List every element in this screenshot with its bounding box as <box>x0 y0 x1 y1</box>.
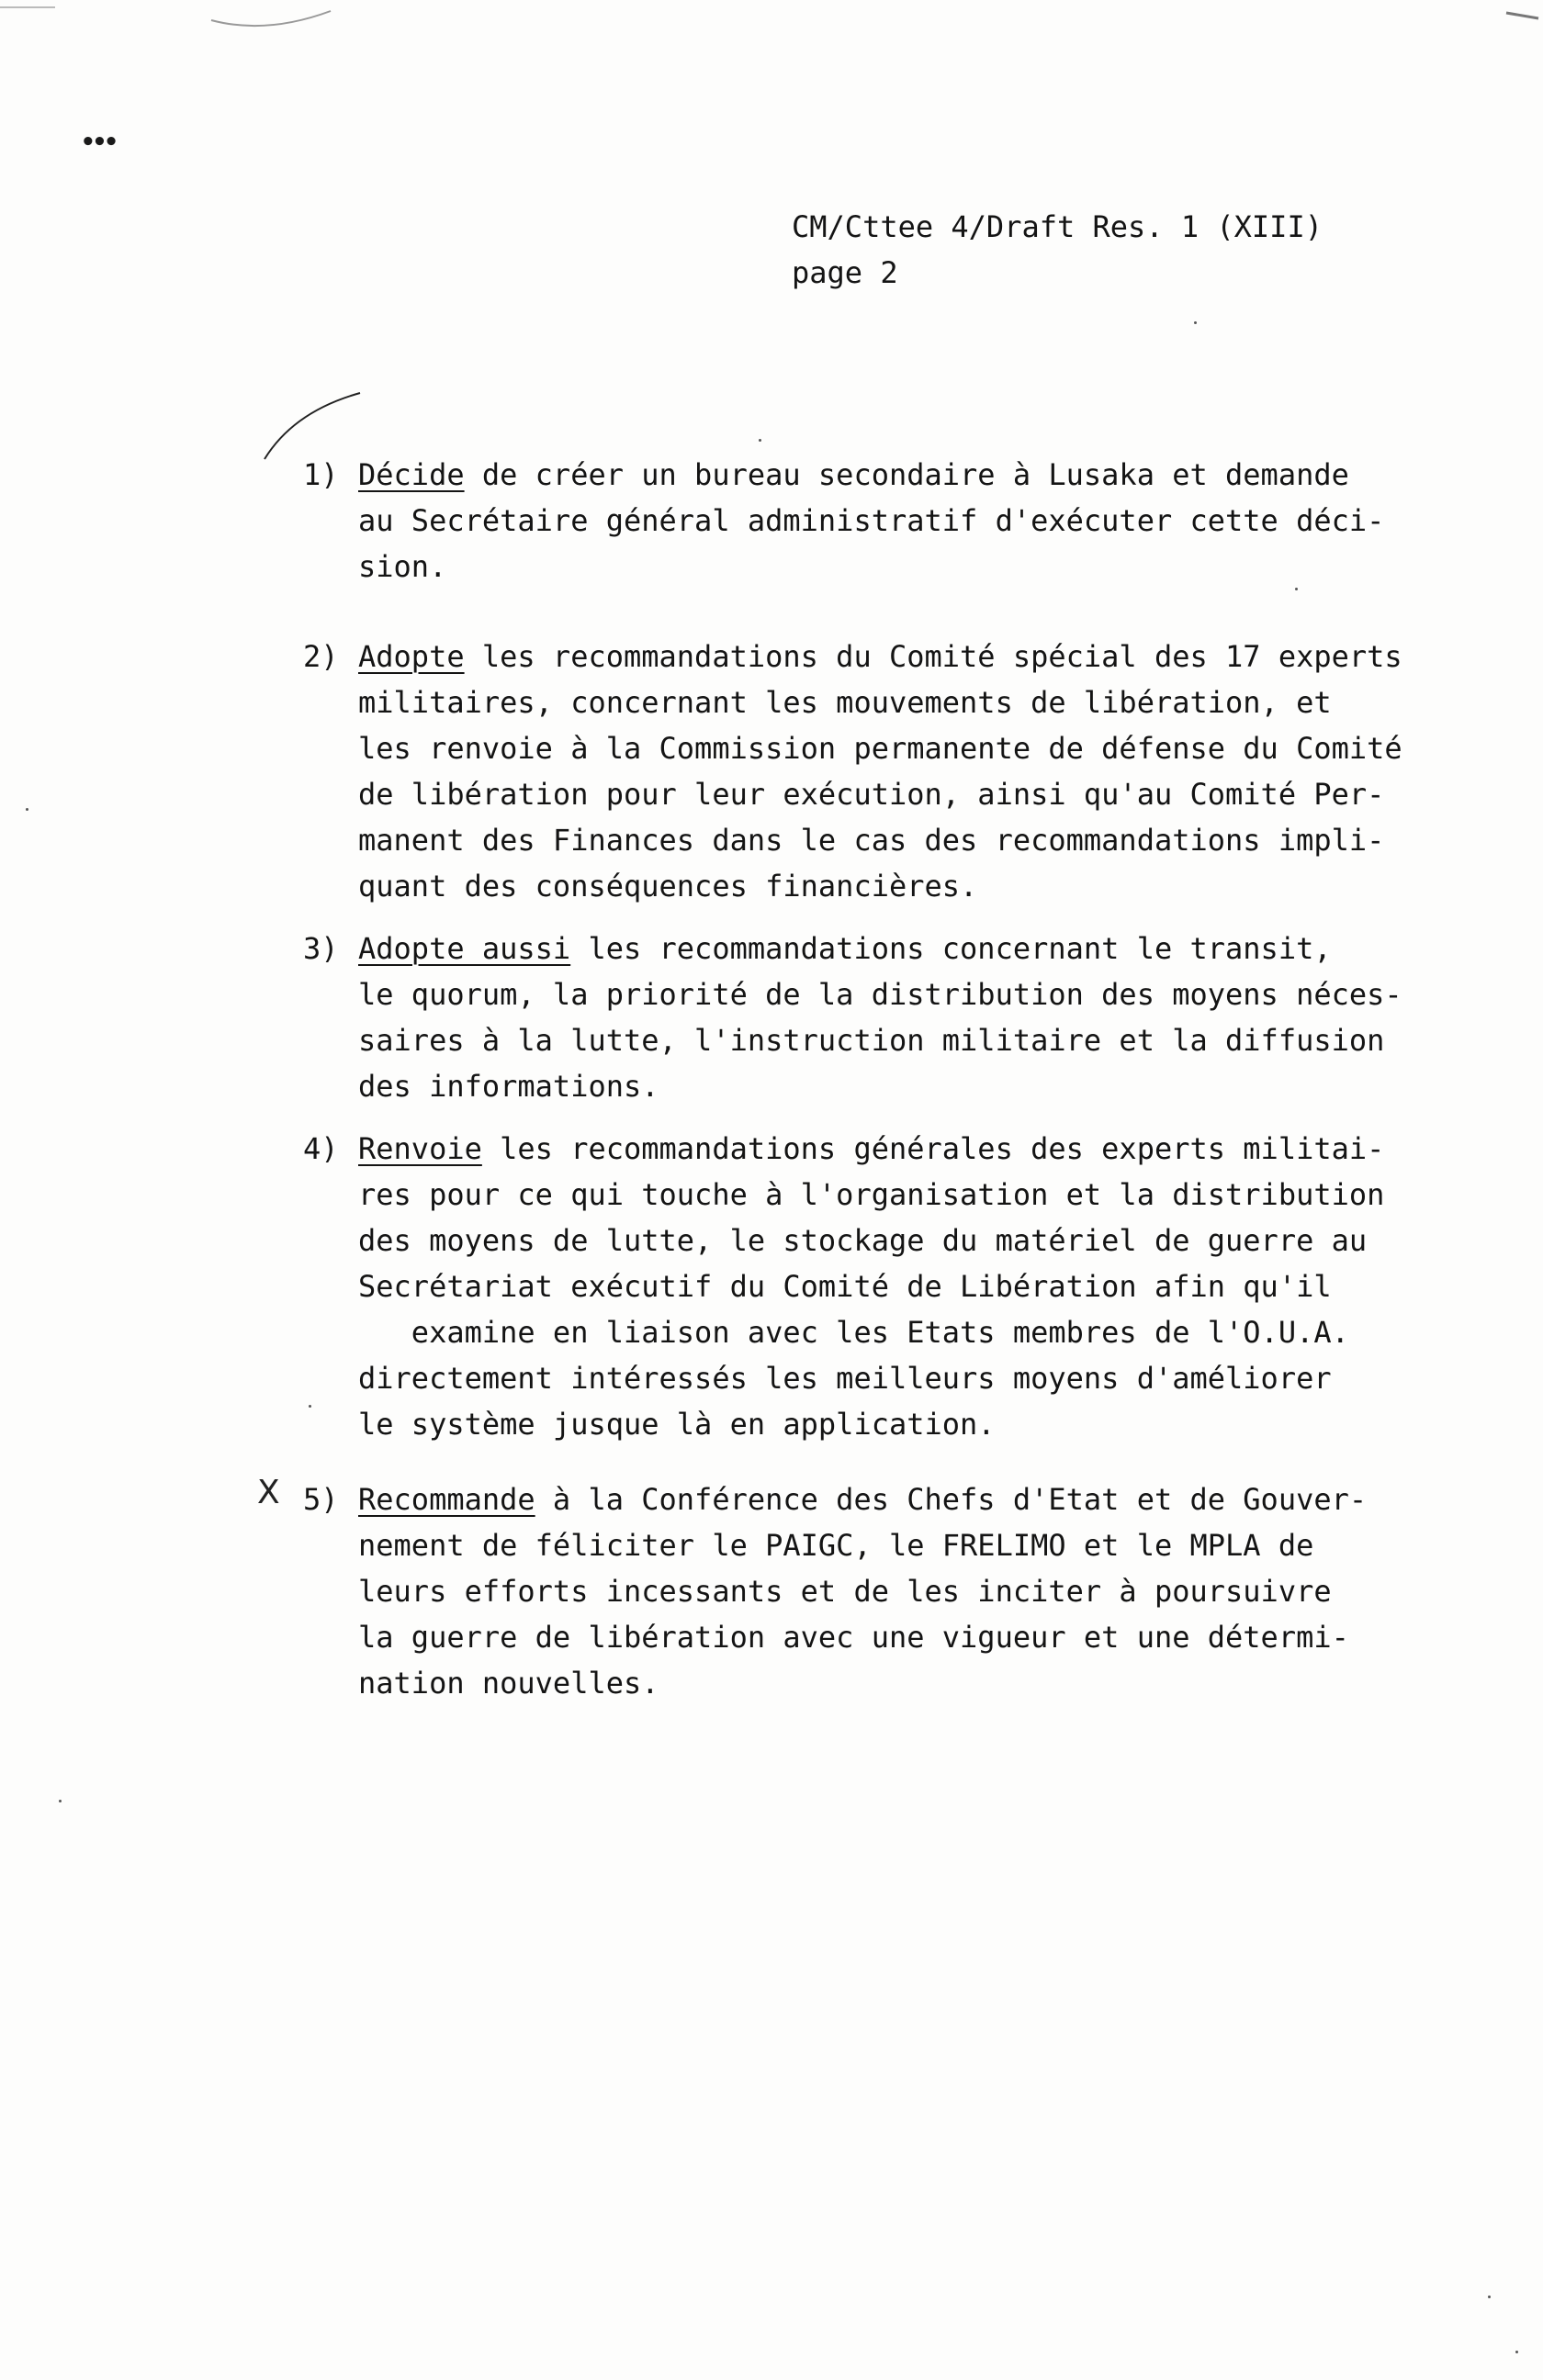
margin-x-mark: X <box>257 1474 280 1511</box>
item-body <box>358 452 1497 589</box>
scan-speck <box>26 808 28 811</box>
item-line: le système jusque là en application. <box>358 1407 996 1442</box>
item-line: Secrétariat exécutif du Comité de Libération afin qu'il <box>358 1269 1332 1304</box>
item-number: 4) <box>303 1131 339 1166</box>
document-header <box>792 204 1323 296</box>
item-line: au Secrétaire général administratif d'exécuter cette déci- <box>358 503 1385 538</box>
item-number: 2) <box>303 639 339 674</box>
scan-edge-marks <box>0 0 1543 28</box>
item-number: 1) <box>303 457 339 492</box>
scan-speck <box>759 439 761 442</box>
corner-mark: ••• <box>81 129 116 156</box>
item-line: res pour ce qui touche à l'organisation et la distribution <box>358 1177 1385 1212</box>
item-body <box>358 926 1497 1109</box>
item-line: directement intéressés les meilleurs moyens d'améliorer <box>358 1361 1332 1396</box>
item-keyword: Adopte <box>358 639 465 674</box>
item-first-line <box>358 1126 1497 1172</box>
item-line: sion. <box>358 549 447 584</box>
item-line: les renvoie à la Commission permanente de défense du Comité <box>358 731 1402 766</box>
item-first-line <box>358 634 1497 679</box>
item-body <box>358 634 1497 909</box>
item-first-line-text: les recommandations générales des experts militai- <box>481 1131 1385 1166</box>
item-first-line <box>358 452 1497 498</box>
item-first-line-text: les recommandations concernant le transit, <box>570 931 1332 966</box>
item-line: la guerre de libération avec une vigueur et une détermi- <box>358 1620 1349 1655</box>
scan-speck <box>59 1800 62 1802</box>
item-line: manent des Finances dans le cas des recommandations impli- <box>358 823 1385 858</box>
item-line: nement de féliciter le PAIGC, le FRELIMO et le MPLA de <box>358 1528 1314 1563</box>
item-line: des moyens de lutte, le stockage du matériel de guerre au <box>358 1223 1368 1258</box>
scan-speck <box>1295 588 1298 590</box>
item-keyword: Adopte aussi <box>358 931 571 966</box>
document-reference: CM/Cttee 4/Draft Res. 1 (XIII) <box>792 209 1323 244</box>
scan-speck <box>1515 2351 1518 2353</box>
item-line: nation nouvelles. <box>358 1666 659 1701</box>
item-first-line-text: de créer un bureau secondaire à Lusaka et demande <box>464 457 1349 492</box>
scan-speck <box>309 1405 311 1408</box>
item-line: leurs efforts incessants et de les inciter à poursuivre <box>358 1574 1332 1609</box>
item-line: militaires, concernant les mouvements de libération, et <box>358 685 1332 720</box>
item-line: le quorum, la priorité de la distribution des moyens néces- <box>358 977 1402 1012</box>
page-number: page 2 <box>792 255 898 290</box>
item-first-line <box>358 1476 1497 1522</box>
item-line: des informations. <box>358 1069 659 1104</box>
item-first-line-text: à la Conférence des Chefs d'Etat et de Gouver- <box>535 1482 1368 1517</box>
item-line: saires à la lutte, l'instruction militaire et la diffusion <box>358 1023 1385 1058</box>
item-line: de libération pour leur exécution, ainsi qu'au Comité Per- <box>358 777 1385 812</box>
item-line: examine en liaison avec les Etats membres de l'O.U.A. <box>358 1315 1349 1350</box>
item-number: 3) <box>303 931 339 966</box>
scan-speck <box>1194 321 1197 324</box>
item-line: quant des conséquences financières. <box>358 869 978 904</box>
item-number: 5) <box>303 1482 339 1517</box>
item-keyword: Décide <box>358 457 465 492</box>
scan-speck <box>1488 2296 1491 2298</box>
item-first-line <box>358 926 1497 971</box>
item-body <box>358 1476 1497 1706</box>
item-first-line-text: les recommandations du Comité spécial des 17 experts <box>464 639 1402 674</box>
item-keyword: Recommande <box>358 1482 535 1517</box>
item-body <box>358 1126 1497 1447</box>
item-keyword: Renvoie <box>358 1131 482 1166</box>
